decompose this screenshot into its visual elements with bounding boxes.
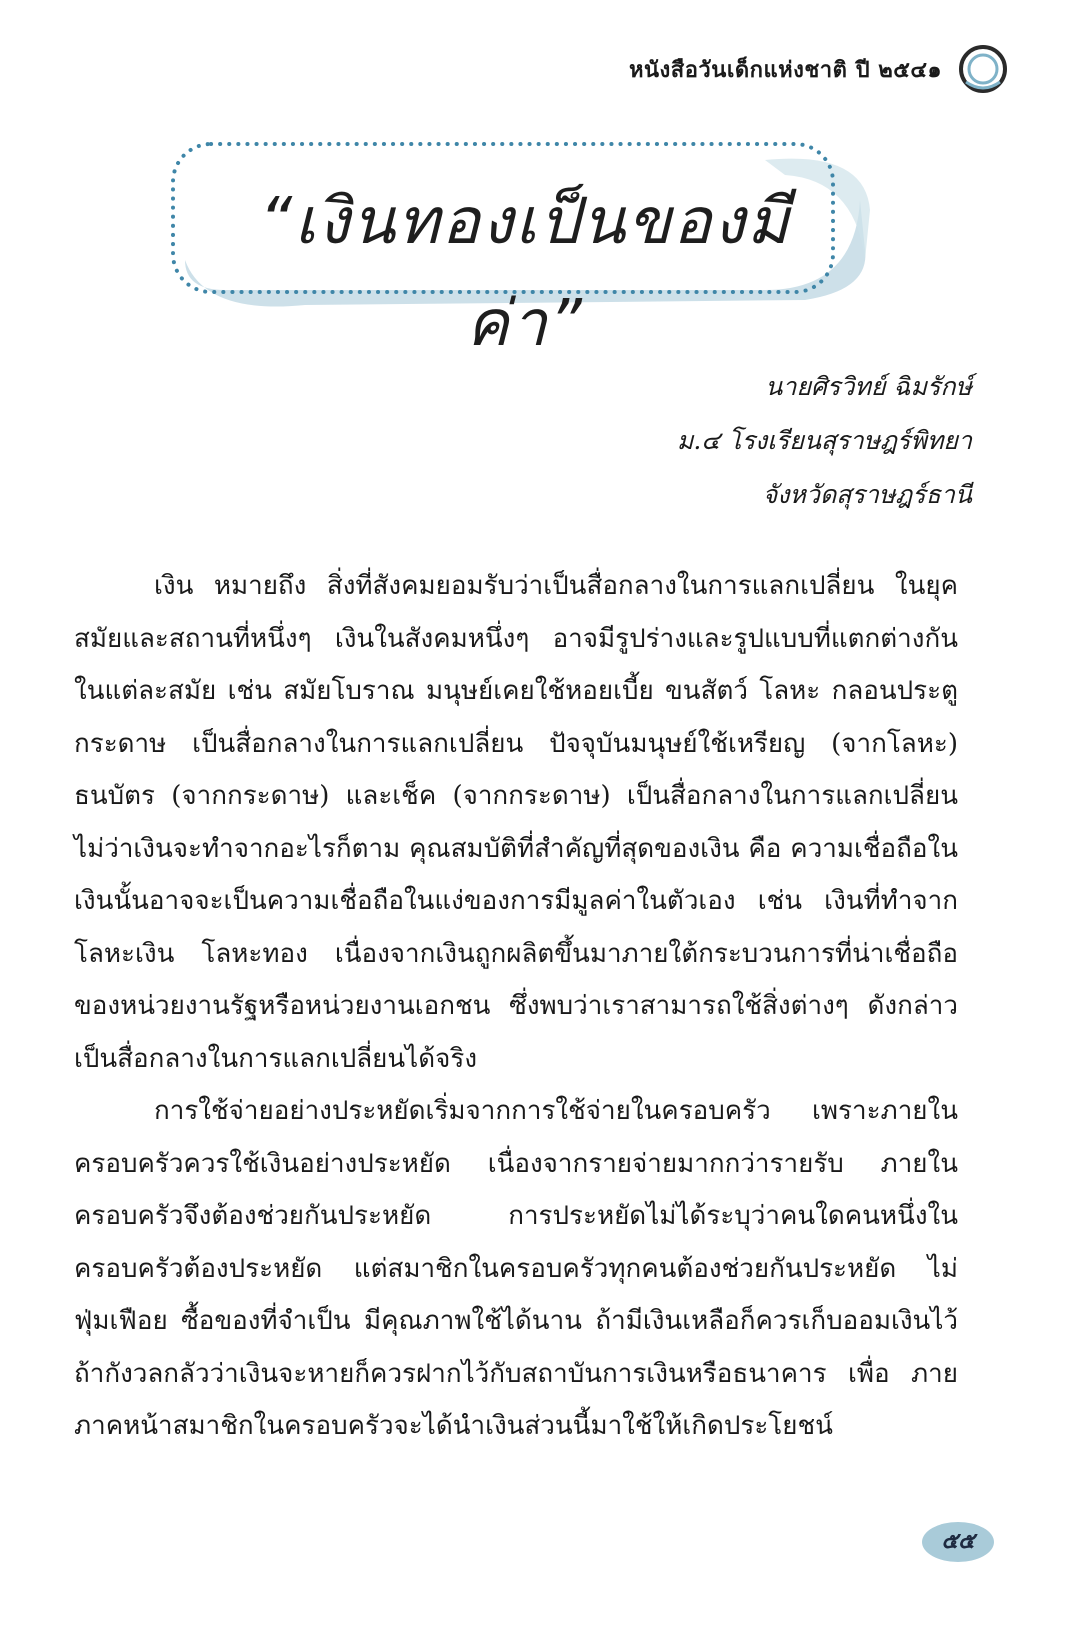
- ring-ornament-icon: [956, 42, 1010, 96]
- paragraph: เงิน หมายถึง สิ่งที่สังคมยอมรับว่าเป็นสื่อกลางในการแลกเปลี่ยน ในยุคสมัยและสถานที่หนึ่งๆ เงินในสังคมหนึ่งๆ อาจมีรูปร่างและรูปแบบที่แตกต่างกันในแต่ละสมัย เช่น สมัยโบราณ มนุษย์เคยใช้หอยเบี้ย ขนสัตว์ โลหะ กลอนประตู กระดาษ เป็นสื่อกลางในการแลกเปลี่ยน ปัจจุบันมนุษย์ใช้เหรียญ (จากโลหะ) ธนบัตร (จากกระดาษ) และเช็ค (จากกระดาษ) เป็นสื่อกลางในการแลกเปลี่ยน ไม่ว่าเงินจะทำจากอะไรก็ตาม คุณสมบัติที่สำคัญที่สุดของเงิน คือ ความเชื่อถือใน เงินนั้นอาจจะเป็นความเชื่อถือในแง่ของการมีมูลค่าในตัวเอง เช่น เงินที่ทำจาก โลหะเงิน โลหะทอง เนื่องจากเงินถูกผลิตขึ้นมาภายใต้กระบวนการที่น่าเชื่อถือ ของหน่วยงานรัฐหรือหน่วยงานเอกชน ซึ่งพบว่าเราสามารถใช้สิ่งต่างๆ ดังกล่าว เป็นสื่อกลางในการแลกเปลี่ยนได้จริง: [74, 571, 958, 1074]
- author-province: จังหวัดสุราษฎร์ธานี: [762, 480, 972, 509]
- running-header: หนังสือวันเด็กแห่งชาติ ปี ๒๕๔๑: [629, 58, 942, 83]
- page-number-badge: [920, 1520, 996, 1564]
- article-body: [74, 560, 958, 1453]
- author-block: [677, 360, 972, 522]
- title-frame: [165, 140, 880, 361]
- author-name: นายศิรวิทย์ ฉิมรักษ์: [765, 372, 972, 401]
- author-school: ม.๔ โรงเรียนสุราษฎร์พิทยา: [676, 426, 972, 455]
- paragraph: การใช้จ่ายอย่างประหยัดเริ่มจากการใช้จ่ายในครอบครัว เพราะภายใน ครอบครัวควรใช้เงินอย่างประหยัด เนื่องจากรายจ่ายมากกว่ารายรับ ภายใน ครอบครัวจึงต้องช่วยกันประหยัด การประหยัดไม่ได้ระบุว่าคนใดคนหนึ่งใน ครอบครัวต้องประหยัด แต่สมาชิกในครอบครัวทุกคนต้องช่วยกันประหยัด ไม่ ฟุ่มเฟือย ซื้อของที่จำเป็น มีคุณภาพใช้ได้นาน ถ้ามีเงินเหลือก็ควรเก็บออมเงินไว้ ถ้ากังวลกลัวว่าเงินจะหายก็ควรฝากไว้กับสถาบันการเงินหรือธนาคาร เพื่อ ภายภาคหน้าสมาชิกในครอบครัวจะได้นำเงินส่วนนี้มาใช้ให้เกิดประโยชน์: [74, 1096, 958, 1441]
- page-title: “เงินทองเป็นของมีค่า”: [259, 185, 791, 361]
- page-number: ๕๕: [941, 1529, 975, 1554]
